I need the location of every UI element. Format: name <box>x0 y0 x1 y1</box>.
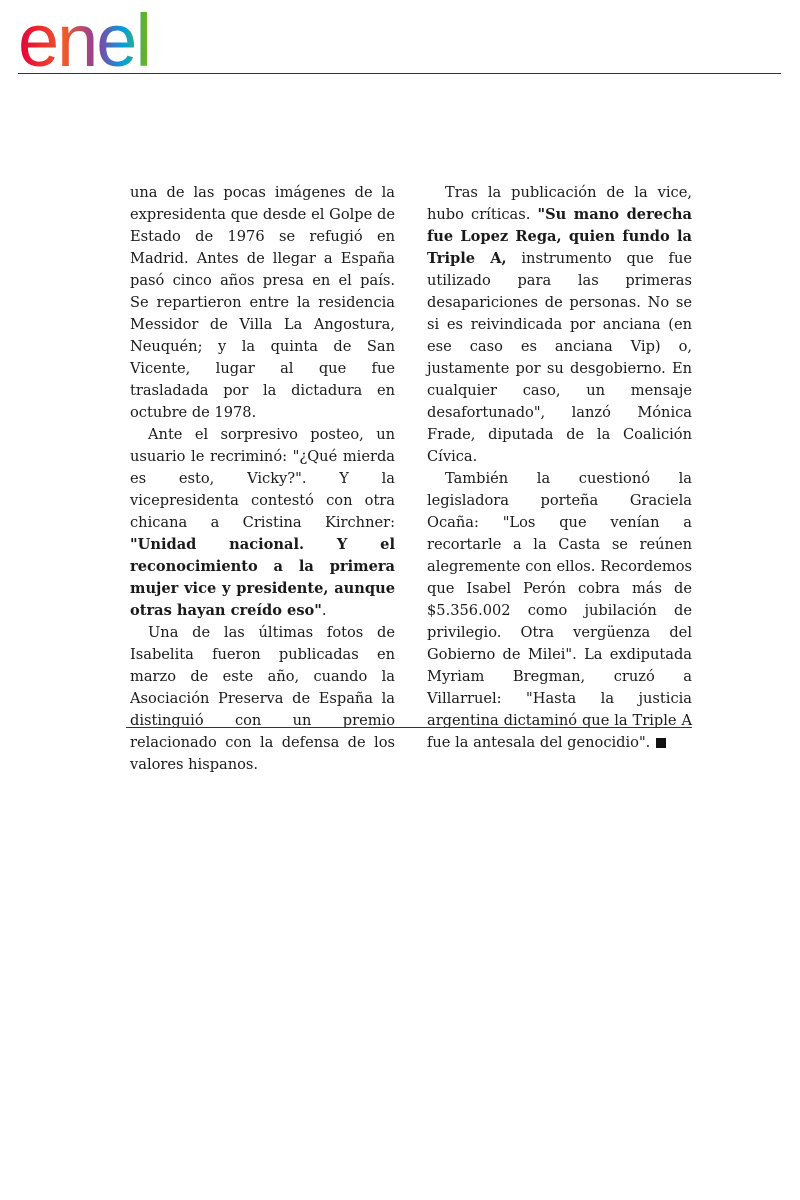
paragraph-text: Ante el sorpresivo posteo, un usuario le recriminó: "¿Qué mierda es esto, Vicky?". Y la vicepresidenta contestó con otra chicana a Cristina Kirchner: <box>130 426 395 532</box>
article-paragraph <box>130 622 395 776</box>
paragraph-text: Una de las últimas fotos de Isabelita fueron publicadas en marzo de este año, cuando la Asociación Preserva de España la distinguió con un premio relacionado con la defensa de los valores hispanos. <box>130 624 395 774</box>
page-header <box>0 0 800 80</box>
article-paragraph <box>427 468 692 754</box>
paragraph-text: Tras la publicación de la vice, hubo críticas. <box>427 184 692 223</box>
end-of-article-icon <box>656 738 666 748</box>
bold-quote: "Unidad nacional. Y el reconocimiento a la primera mujer vice y presidente, aunque otras hayan creído eso" <box>130 536 395 620</box>
logo-wordmark: enel <box>18 4 150 72</box>
article-paragraph <box>427 182 692 468</box>
article-body <box>130 182 692 777</box>
article-paragraph <box>130 182 395 424</box>
paragraph-text: También la cuestionó la legisladora porteña Graciela Ocaña: "Los que venían a recortarle a la Casta se reúnen alegremente con ellos. Recordemos que Isabel Perón cobra más de $5.356.002 como jubilación de privilegio. Otra vergüenza del Gobierno de Milei". La exdiputada Myriam Bregman, cruzó a Villarruel: "Hasta la justicia argentina dictaminó que la Triple A fue la antesala del genocidio". <box>427 470 692 752</box>
bold-quote: "Su mano derecha fue Lopez Rega, quien fundo la Triple A, <box>427 206 693 267</box>
enel-logo <box>18 4 196 72</box>
left-column <box>130 182 395 777</box>
article-columns <box>130 182 692 777</box>
right-column <box>427 182 692 777</box>
paragraph-text: instrumento que fue utilizado para las primeras desapariciones de personas. No se si es reivindicada por anciana (en ese caso es anciana Vip) o, justamente por su desgobierno. En cualquier caso, un mensaje desafortunado", lanzó Mónica Frade, diputada de la Coalición Cívica. <box>427 250 692 465</box>
article-paragraph <box>130 424 395 622</box>
paragraph-text: una de las pocas imágenes de la expresidenta que desde el Golpe de Estado de 1976 se refugió en Madrid. Antes de llegar a España pasó cinco años presa en el país. Se repartieron entre la residencia Messidor de Villa La Angostura, Neuquén; y la quinta de San Vicente, lugar al que fue trasladada por la dictadura en octubre de 1978. <box>130 184 395 421</box>
article-bottom-divider <box>126 727 692 728</box>
header-divider <box>18 73 781 74</box>
paragraph-text: . <box>321 602 327 620</box>
